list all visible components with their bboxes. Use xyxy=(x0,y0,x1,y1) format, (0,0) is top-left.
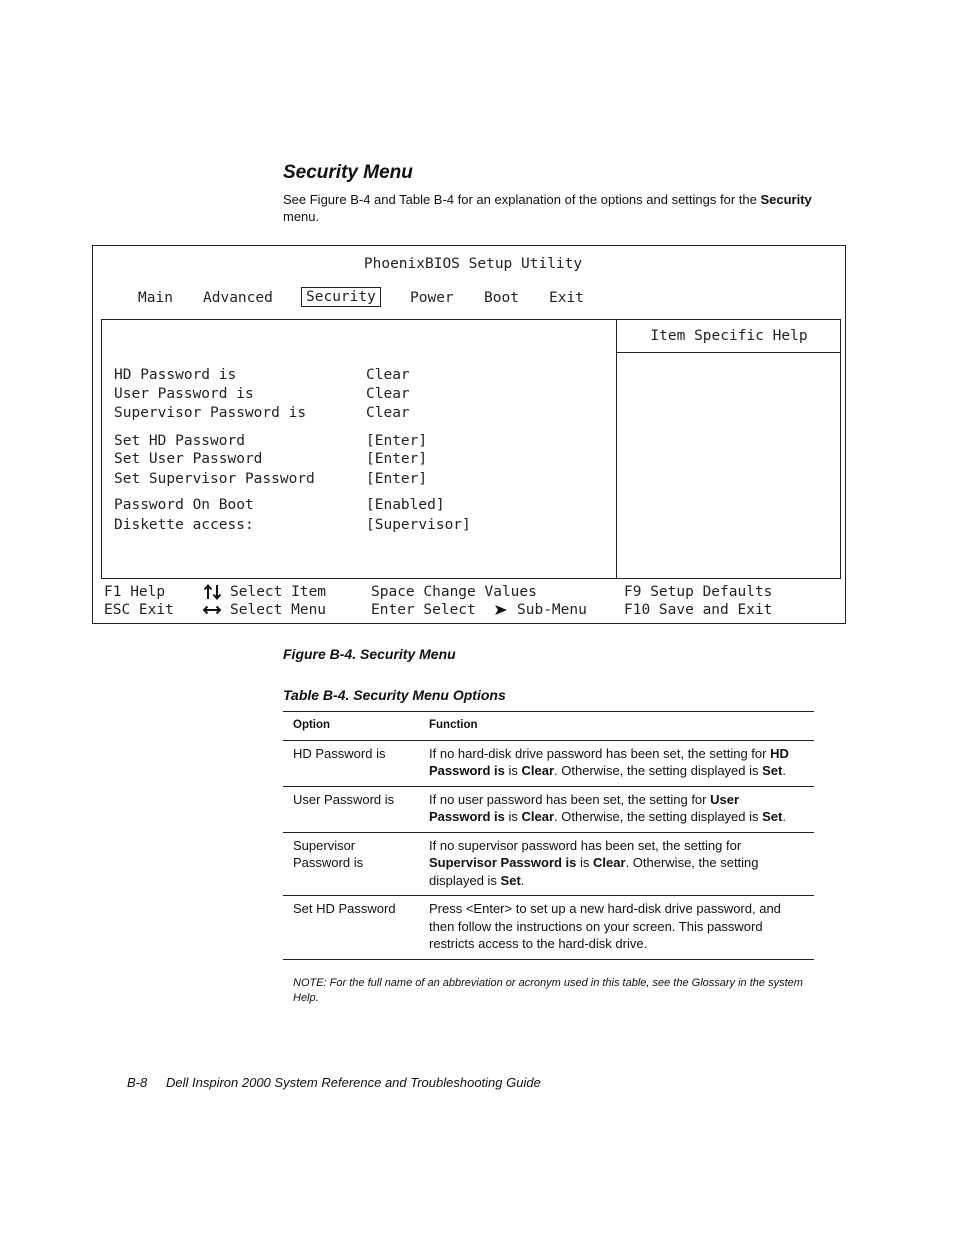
key-enter-select: Enter Select xyxy=(371,602,476,618)
bios-title: PhoenixBIOS Setup Utility xyxy=(363,256,583,272)
help-panel-title: Item Specific Help xyxy=(650,328,808,344)
function-text: . Otherwise, the setting displayed is xyxy=(554,763,763,778)
row-value-set-user-password[interactable]: [Enter] xyxy=(366,451,428,467)
function-text: is xyxy=(504,763,522,778)
function-text: If no supervisor password has been set, the setting for xyxy=(429,837,742,853)
figure-caption: Figure B-4. Security Menu xyxy=(283,646,456,662)
function-text: If no user password has been set, the setting for xyxy=(429,791,711,807)
row-label-hd-password: HD Password is xyxy=(114,367,237,383)
function-cell xyxy=(419,740,814,786)
table-note: NOTE: For the full name of an abbreviation or acronym used in this table, see the Glossary in the system Help. xyxy=(293,977,803,1004)
panel-divider xyxy=(616,320,617,578)
row-value-set-supervisor-password[interactable]: [Enter] xyxy=(366,471,428,487)
key-sub-menu: Sub-Menu xyxy=(517,602,587,618)
table-header-row xyxy=(283,712,814,741)
key-f10-save-exit: F10 Save and Exit xyxy=(624,602,773,618)
bios-screen xyxy=(92,245,846,624)
function-cell xyxy=(419,832,814,896)
row-label-set-user-password[interactable]: Set User Password xyxy=(114,451,263,467)
header-function: Function xyxy=(419,712,814,741)
menu-advanced[interactable]: Advanced xyxy=(203,290,273,306)
menu-exit[interactable]: Exit xyxy=(549,290,584,306)
function-cell: Press <Enter> to set up a new hard-disk drive password, and then follow the instructions on your screen. This password restricts access to the hard-disk drive. xyxy=(419,896,814,960)
key-esc-exit: ESC Exit xyxy=(104,602,174,618)
row-label-set-hd-password[interactable]: Set HD Password xyxy=(114,433,245,449)
function-text: . Otherwise, the setting displayed is xyxy=(429,855,759,888)
key-select-item: Select Item xyxy=(230,584,327,600)
function-text: . xyxy=(782,809,786,824)
key-f9-setup-defaults: F9 Setup Defaults xyxy=(624,584,773,600)
function-text: is xyxy=(576,855,594,870)
option-cell: HD Password is xyxy=(283,740,419,786)
row-value-supervisor-password: Clear xyxy=(366,405,410,421)
table-row xyxy=(283,896,814,960)
intro-paragraph xyxy=(283,191,823,225)
function-bold: Clear xyxy=(521,809,555,824)
table-row xyxy=(283,740,814,786)
intro-text-end: menu. xyxy=(283,209,320,224)
row-label-set-supervisor-password[interactable]: Set Supervisor Password xyxy=(114,471,315,487)
left-right-arrows-icon xyxy=(202,604,222,616)
function-text: . xyxy=(782,763,786,778)
option-cell: Supervisor Password is xyxy=(283,832,419,896)
key-space-change-values: Space Change Values xyxy=(371,584,537,600)
function-bold: Set xyxy=(762,809,783,824)
submenu-arrow-icon xyxy=(494,604,508,616)
key-f1-help: F1 Help xyxy=(104,584,166,600)
table-row xyxy=(283,786,814,832)
row-label-diskette-access[interactable]: Diskette access: xyxy=(114,517,254,533)
footer-book-title: Dell Inspiron 2000 System Reference and Troubleshooting Guide xyxy=(166,1075,541,1090)
page-number: B-8 xyxy=(127,1075,148,1090)
menu-power[interactable]: Power xyxy=(410,290,454,306)
option-cell: User Password is xyxy=(283,786,419,832)
table-caption: Table B-4. Security Menu Options xyxy=(283,687,506,703)
function-bold: Clear xyxy=(521,763,555,778)
table-row xyxy=(283,832,814,896)
row-label-user-password: User Password is xyxy=(114,386,254,402)
up-down-arrows-icon xyxy=(203,583,223,601)
row-value-set-hd-password[interactable]: [Enter] xyxy=(366,433,428,449)
row-value-diskette-access[interactable]: [Supervisor] xyxy=(366,517,471,533)
function-text: If no hard-disk drive password has been set, the setting for xyxy=(429,745,771,761)
function-bold: Clear xyxy=(593,855,626,870)
function-text: is xyxy=(504,809,522,824)
option-cell: Set HD Password xyxy=(283,896,419,960)
bios-main-panel xyxy=(101,319,841,579)
menu-boot[interactable]: Boot xyxy=(484,290,519,306)
bios-key-legend xyxy=(93,582,845,622)
options-table xyxy=(283,711,814,960)
row-value-hd-password: Clear xyxy=(366,367,410,383)
row-value-user-password: Clear xyxy=(366,386,410,402)
function-bold: Set xyxy=(500,872,521,888)
function-bold: Set xyxy=(762,763,783,778)
row-label-password-on-boot[interactable]: Password On Boot xyxy=(114,497,254,513)
section-title: Security Menu xyxy=(283,162,413,183)
help-separator xyxy=(617,352,841,353)
intro-bold: Security xyxy=(760,192,812,207)
function-bold: HD Password is xyxy=(429,745,789,778)
function-text: . Otherwise, the setting displayed is xyxy=(554,809,763,824)
intro-text: See Figure B-4 and Table B-4 for an explanation of the options and settings for the xyxy=(283,192,761,207)
header-option: Option xyxy=(283,712,419,741)
function-text: . xyxy=(520,872,525,888)
menu-security[interactable]: Security xyxy=(301,287,381,307)
function-cell xyxy=(419,786,814,832)
row-value-password-on-boot[interactable]: [Enabled] xyxy=(366,497,445,513)
row-label-supervisor-password: Supervisor Password is xyxy=(114,405,307,421)
key-select-menu: Select Menu xyxy=(230,602,327,618)
function-bold: User Password is xyxy=(429,791,740,824)
function-bold: Supervisor Password is xyxy=(429,855,577,870)
menu-main[interactable]: Main xyxy=(138,290,173,306)
